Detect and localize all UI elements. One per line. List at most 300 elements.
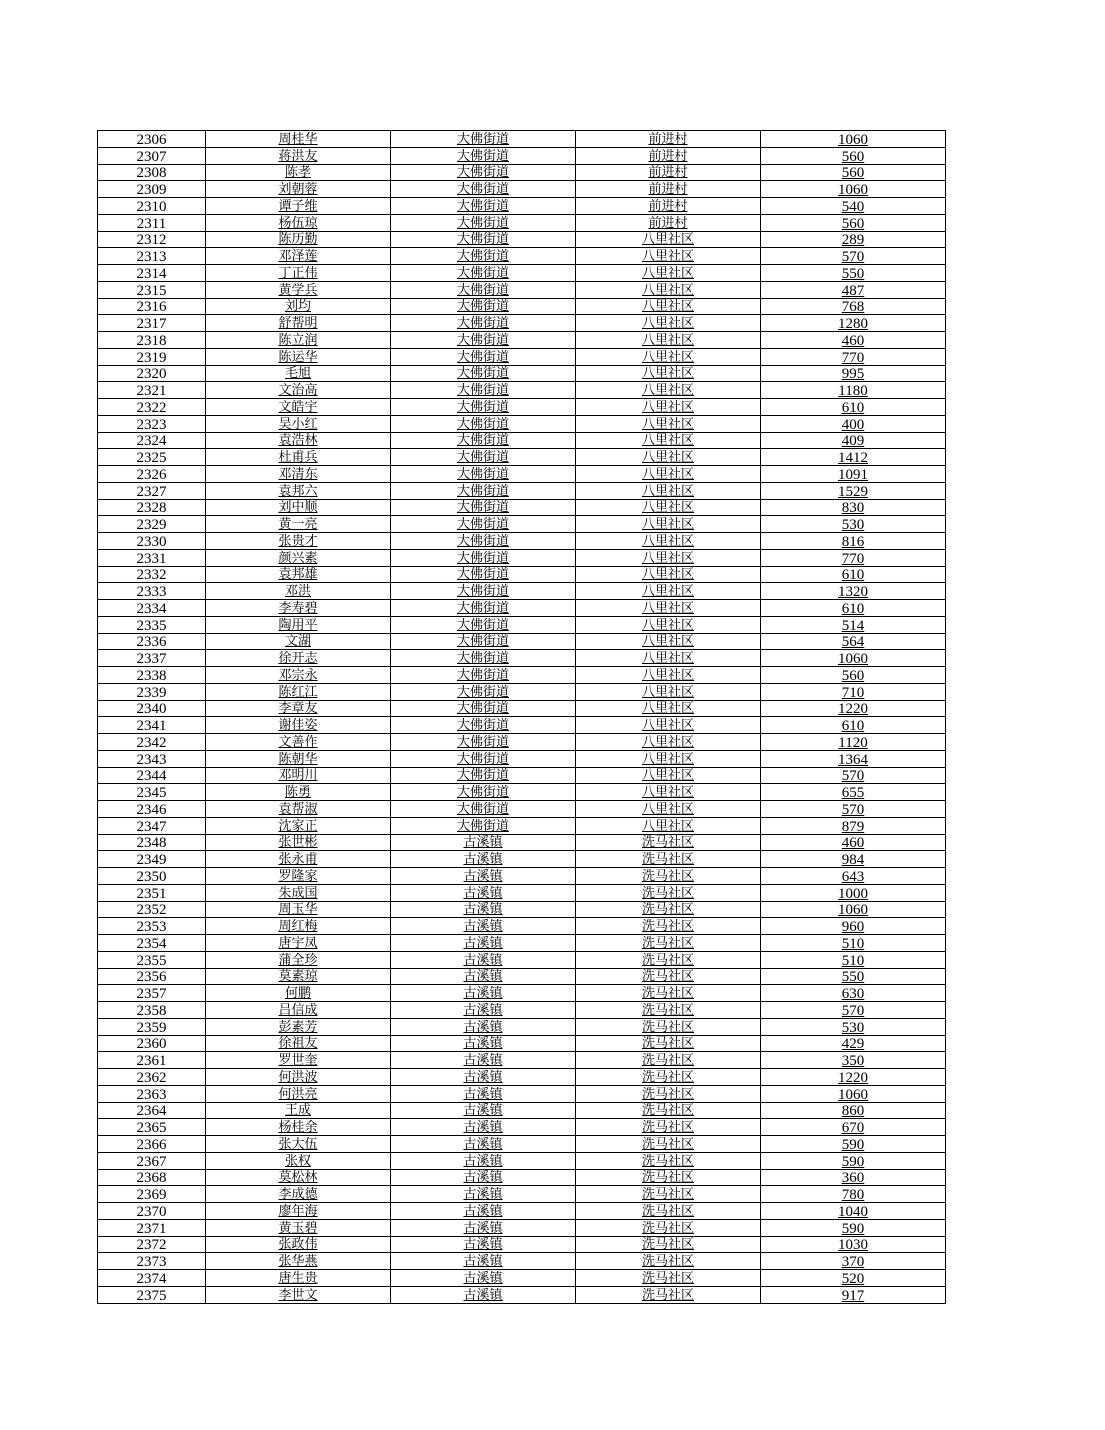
community-cell: 八里社区 [576, 750, 761, 767]
community-cell: 洗马社区 [576, 1253, 761, 1270]
street-town-cell: 大佛街道 [391, 131, 576, 148]
community-cell: 洗马社区 [576, 1069, 761, 1086]
community-cell: 八里社区 [576, 784, 761, 801]
amount-cell: 370 [761, 1253, 946, 1270]
street-town-cell: 古溪镇 [391, 935, 576, 952]
community-cell: 洗马社区 [576, 884, 761, 901]
serial-number-cell: 2367 [98, 1152, 206, 1169]
table-row [98, 633, 946, 650]
serial-number-cell: 2341 [98, 717, 206, 734]
community-cell: 洗马社区 [576, 851, 761, 868]
amount-cell: 570 [761, 801, 946, 818]
serial-number-cell: 2308 [98, 164, 206, 181]
street-town-cell: 大佛街道 [391, 482, 576, 499]
amount-cell: 1364 [761, 750, 946, 767]
street-town-cell: 古溪镇 [391, 1085, 576, 1102]
street-town-cell: 古溪镇 [391, 868, 576, 885]
serial-number-cell: 2358 [98, 1002, 206, 1019]
amount-cell: 590 [761, 1136, 946, 1153]
serial-number-cell: 2319 [98, 348, 206, 365]
street-town-cell: 大佛街道 [391, 700, 576, 717]
community-cell: 八里社区 [576, 650, 761, 667]
table-row [98, 968, 946, 985]
table-row [98, 181, 946, 198]
street-town-cell: 大佛街道 [391, 734, 576, 751]
table-row [98, 717, 946, 734]
amount-cell: 570 [761, 248, 946, 265]
amount-cell: 570 [761, 1002, 946, 1019]
street-town-cell: 大佛街道 [391, 332, 576, 349]
serial-number-cell: 2327 [98, 482, 206, 499]
serial-number-cell: 2328 [98, 499, 206, 516]
street-town-cell: 大佛街道 [391, 164, 576, 181]
table-row [98, 817, 946, 834]
street-town-cell: 古溪镇 [391, 1035, 576, 1052]
person-name-cell: 丁正伟 [206, 265, 391, 282]
table-row [98, 365, 946, 382]
street-town-cell: 大佛街道 [391, 600, 576, 617]
street-town-cell: 大佛街道 [391, 750, 576, 767]
person-name-cell: 刘均 [206, 298, 391, 315]
street-town-cell: 古溪镇 [391, 1002, 576, 1019]
street-town-cell: 古溪镇 [391, 1119, 576, 1136]
table-row [98, 1018, 946, 1035]
table-row [98, 1119, 946, 1136]
amount-cell: 360 [761, 1169, 946, 1186]
table-row [98, 1002, 946, 1019]
person-name-cell: 颜兴素 [206, 549, 391, 566]
person-name-cell: 李世文 [206, 1286, 391, 1303]
serial-number-cell: 2317 [98, 315, 206, 332]
person-name-cell: 李寿碧 [206, 600, 391, 617]
community-cell: 前进村 [576, 181, 761, 198]
person-name-cell: 莫松林 [206, 1169, 391, 1186]
table-row [98, 834, 946, 851]
street-town-cell: 大佛街道 [391, 516, 576, 533]
serial-number-cell: 2323 [98, 415, 206, 432]
street-town-cell: 大佛街道 [391, 348, 576, 365]
community-cell: 八里社区 [576, 683, 761, 700]
table-row [98, 1219, 946, 1236]
amount-cell: 520 [761, 1270, 946, 1287]
serial-number-cell: 2306 [98, 131, 206, 148]
amount-cell: 655 [761, 784, 946, 801]
street-town-cell: 古溪镇 [391, 884, 576, 901]
table-row [98, 767, 946, 784]
serial-number-cell: 2353 [98, 918, 206, 935]
serial-number-cell: 2337 [98, 650, 206, 667]
amount-cell: 540 [761, 198, 946, 215]
amount-cell: 630 [761, 985, 946, 1002]
amount-cell: 768 [761, 298, 946, 315]
serial-number-cell: 2329 [98, 516, 206, 533]
person-name-cell: 张华燕 [206, 1253, 391, 1270]
table-row [98, 616, 946, 633]
amount-cell: 400 [761, 415, 946, 432]
street-town-cell: 大佛街道 [391, 198, 576, 215]
serial-number-cell: 2343 [98, 750, 206, 767]
serial-number-cell: 2313 [98, 248, 206, 265]
amount-cell: 1280 [761, 315, 946, 332]
community-cell: 洗马社区 [576, 1286, 761, 1303]
street-town-cell: 大佛街道 [391, 147, 576, 164]
table-row [98, 248, 946, 265]
amount-cell: 860 [761, 1102, 946, 1119]
street-town-cell: 古溪镇 [391, 1052, 576, 1069]
person-name-cell: 邓洪 [206, 583, 391, 600]
street-town-cell: 古溪镇 [391, 851, 576, 868]
street-town-cell: 古溪镇 [391, 1219, 576, 1236]
table-row [98, 198, 946, 215]
person-name-cell: 谢佳姿 [206, 717, 391, 734]
amount-cell: 816 [761, 533, 946, 550]
table-row [98, 1102, 946, 1119]
person-name-cell: 蒋洪友 [206, 147, 391, 164]
serial-number-cell: 2354 [98, 935, 206, 952]
serial-number-cell: 2331 [98, 549, 206, 566]
community-cell: 八里社区 [576, 817, 761, 834]
amount-cell: 610 [761, 399, 946, 416]
street-town-cell: 大佛街道 [391, 415, 576, 432]
community-cell: 洗马社区 [576, 1052, 761, 1069]
person-name-cell: 杜甫兵 [206, 449, 391, 466]
community-cell: 八里社区 [576, 315, 761, 332]
serial-number-cell: 2316 [98, 298, 206, 315]
amount-cell: 770 [761, 549, 946, 566]
person-name-cell: 邓明川 [206, 767, 391, 784]
person-name-cell: 张贵才 [206, 533, 391, 550]
person-name-cell: 陈运华 [206, 348, 391, 365]
street-town-cell: 大佛街道 [391, 549, 576, 566]
table-row [98, 951, 946, 968]
serial-number-cell: 2320 [98, 365, 206, 382]
table-row [98, 1069, 946, 1086]
table-row [98, 499, 946, 516]
street-town-cell: 古溪镇 [391, 1186, 576, 1203]
person-name-cell: 袁邦六 [206, 482, 391, 499]
table-row [98, 884, 946, 901]
amount-cell: 984 [761, 851, 946, 868]
person-name-cell: 李成德 [206, 1186, 391, 1203]
table-row [98, 533, 946, 550]
table-row [98, 164, 946, 181]
amount-cell: 550 [761, 968, 946, 985]
street-town-cell: 大佛街道 [391, 616, 576, 633]
community-cell: 洗马社区 [576, 1035, 761, 1052]
amount-cell: 409 [761, 432, 946, 449]
person-name-cell: 周红梅 [206, 918, 391, 935]
community-cell: 前进村 [576, 214, 761, 231]
person-name-cell: 毛旭 [206, 365, 391, 382]
table-row [98, 231, 946, 248]
street-town-cell: 古溪镇 [391, 951, 576, 968]
person-name-cell: 黄一亮 [206, 516, 391, 533]
serial-number-cell: 2372 [98, 1236, 206, 1253]
community-cell: 八里社区 [576, 583, 761, 600]
table-row [98, 1136, 946, 1153]
amount-cell: 289 [761, 231, 946, 248]
amount-cell: 670 [761, 1119, 946, 1136]
community-cell: 洗马社区 [576, 1085, 761, 1102]
table-row [98, 683, 946, 700]
community-cell: 八里社区 [576, 499, 761, 516]
street-town-cell: 大佛街道 [391, 767, 576, 784]
amount-cell: 510 [761, 935, 946, 952]
person-name-cell: 徐祖友 [206, 1035, 391, 1052]
serial-number-cell: 2342 [98, 734, 206, 751]
community-cell: 八里社区 [576, 717, 761, 734]
table-row [98, 868, 946, 885]
street-town-cell: 大佛街道 [391, 248, 576, 265]
street-town-cell: 大佛街道 [391, 449, 576, 466]
community-cell: 八里社区 [576, 767, 761, 784]
table-row [98, 1253, 946, 1270]
serial-number-cell: 2347 [98, 817, 206, 834]
amount-cell: 570 [761, 767, 946, 784]
community-cell: 洗马社区 [576, 1002, 761, 1019]
amount-cell: 560 [761, 164, 946, 181]
community-cell: 八里社区 [576, 449, 761, 466]
street-town-cell: 大佛街道 [391, 566, 576, 583]
street-town-cell: 大佛街道 [391, 281, 576, 298]
street-town-cell: 大佛街道 [391, 667, 576, 684]
person-name-cell: 邓清东 [206, 466, 391, 483]
person-name-cell: 袁邦雄 [206, 566, 391, 583]
table-row [98, 1035, 946, 1052]
amount-cell: 1060 [761, 131, 946, 148]
street-town-cell: 大佛街道 [391, 231, 576, 248]
serial-number-cell: 2359 [98, 1018, 206, 1035]
serial-number-cell: 2373 [98, 1253, 206, 1270]
community-cell: 八里社区 [576, 633, 761, 650]
street-town-cell: 古溪镇 [391, 918, 576, 935]
amount-cell: 879 [761, 817, 946, 834]
roster-table [97, 130, 946, 1304]
table-row [98, 315, 946, 332]
table-row [98, 1286, 946, 1303]
amount-cell: 1030 [761, 1236, 946, 1253]
serial-number-cell: 2312 [98, 231, 206, 248]
person-name-cell: 蒲全珍 [206, 951, 391, 968]
street-town-cell: 大佛街道 [391, 583, 576, 600]
serial-number-cell: 2322 [98, 399, 206, 416]
amount-cell: 710 [761, 683, 946, 700]
community-cell: 八里社区 [576, 415, 761, 432]
street-town-cell: 古溪镇 [391, 1152, 576, 1169]
amount-cell: 350 [761, 1052, 946, 1069]
amount-cell: 1120 [761, 734, 946, 751]
person-name-cell: 罗隆家 [206, 868, 391, 885]
serial-number-cell: 2375 [98, 1286, 206, 1303]
person-name-cell: 廖年海 [206, 1203, 391, 1220]
table-row [98, 432, 946, 449]
person-name-cell: 周桂华 [206, 131, 391, 148]
serial-number-cell: 2332 [98, 566, 206, 583]
table-row [98, 667, 946, 684]
community-cell: 前进村 [576, 131, 761, 148]
amount-cell: 1220 [761, 1069, 946, 1086]
person-name-cell: 黄玉碧 [206, 1219, 391, 1236]
person-name-cell: 周玉华 [206, 901, 391, 918]
street-town-cell: 大佛街道 [391, 399, 576, 416]
street-town-cell: 古溪镇 [391, 985, 576, 1002]
table-row [98, 265, 946, 282]
serial-number-cell: 2311 [98, 214, 206, 231]
amount-cell: 590 [761, 1219, 946, 1236]
amount-cell: 560 [761, 667, 946, 684]
street-town-cell: 古溪镇 [391, 1069, 576, 1086]
table-row [98, 784, 946, 801]
serial-number-cell: 2365 [98, 1119, 206, 1136]
serial-number-cell: 2360 [98, 1035, 206, 1052]
amount-cell: 610 [761, 717, 946, 734]
person-name-cell: 陶用平 [206, 616, 391, 633]
community-cell: 八里社区 [576, 466, 761, 483]
serial-number-cell: 2321 [98, 382, 206, 399]
serial-number-cell: 2307 [98, 147, 206, 164]
serial-number-cell: 2370 [98, 1203, 206, 1220]
amount-cell: 1412 [761, 449, 946, 466]
street-town-cell: 大佛街道 [391, 784, 576, 801]
serial-number-cell: 2333 [98, 583, 206, 600]
street-town-cell: 大佛街道 [391, 817, 576, 834]
community-cell: 八里社区 [576, 432, 761, 449]
serial-number-cell: 2363 [98, 1085, 206, 1102]
table-row [98, 399, 946, 416]
street-town-cell: 大佛街道 [391, 365, 576, 382]
serial-number-cell: 2326 [98, 466, 206, 483]
amount-cell: 1220 [761, 700, 946, 717]
table-row [98, 1236, 946, 1253]
amount-cell: 1180 [761, 382, 946, 399]
street-town-cell: 大佛街道 [391, 315, 576, 332]
amount-cell: 510 [761, 951, 946, 968]
table-row [98, 482, 946, 499]
person-name-cell: 王成 [206, 1102, 391, 1119]
person-name-cell: 文皓宇 [206, 399, 391, 416]
serial-number-cell: 2324 [98, 432, 206, 449]
street-town-cell: 大佛街道 [391, 633, 576, 650]
serial-number-cell: 2352 [98, 901, 206, 918]
street-town-cell: 大佛街道 [391, 181, 576, 198]
amount-cell: 514 [761, 616, 946, 633]
person-name-cell: 袁帮淑 [206, 801, 391, 818]
person-name-cell: 陈孝 [206, 164, 391, 181]
amount-cell: 460 [761, 834, 946, 851]
community-cell: 八里社区 [576, 516, 761, 533]
serial-number-cell: 2349 [98, 851, 206, 868]
community-cell: 前进村 [576, 198, 761, 215]
table-row [98, 600, 946, 617]
person-name-cell: 袁浩林 [206, 432, 391, 449]
community-cell: 八里社区 [576, 734, 761, 751]
serial-number-cell: 2315 [98, 281, 206, 298]
table-row [98, 700, 946, 717]
community-cell: 洗马社区 [576, 1119, 761, 1136]
amount-cell: 550 [761, 265, 946, 282]
street-town-cell: 古溪镇 [391, 1253, 576, 1270]
table-row [98, 566, 946, 583]
community-cell: 八里社区 [576, 265, 761, 282]
community-cell: 洗马社区 [576, 951, 761, 968]
amount-cell: 995 [761, 365, 946, 382]
person-name-cell: 张世彬 [206, 834, 391, 851]
amount-cell: 643 [761, 868, 946, 885]
table-row [98, 147, 946, 164]
serial-number-cell: 2318 [98, 332, 206, 349]
serial-number-cell: 2339 [98, 683, 206, 700]
serial-number-cell: 2309 [98, 181, 206, 198]
table-row [98, 1152, 946, 1169]
street-town-cell: 大佛街道 [391, 265, 576, 282]
community-cell: 洗马社区 [576, 935, 761, 952]
amount-cell: 1091 [761, 466, 946, 483]
person-name-cell: 刘中顺 [206, 499, 391, 516]
serial-number-cell: 2369 [98, 1186, 206, 1203]
table-row [98, 650, 946, 667]
community-cell: 洗马社区 [576, 901, 761, 918]
community-cell: 八里社区 [576, 231, 761, 248]
table-row [98, 985, 946, 1002]
community-cell: 八里社区 [576, 566, 761, 583]
amount-cell: 960 [761, 918, 946, 935]
community-cell: 八里社区 [576, 399, 761, 416]
person-name-cell: 陈历勤 [206, 231, 391, 248]
amount-cell: 1529 [761, 482, 946, 499]
amount-cell: 560 [761, 147, 946, 164]
street-town-cell: 古溪镇 [391, 1169, 576, 1186]
community-cell: 洗马社区 [576, 918, 761, 935]
street-town-cell: 古溪镇 [391, 1236, 576, 1253]
serial-number-cell: 2366 [98, 1136, 206, 1153]
community-cell: 八里社区 [576, 700, 761, 717]
community-cell: 八里社区 [576, 332, 761, 349]
table-row [98, 1052, 946, 1069]
serial-number-cell: 2345 [98, 784, 206, 801]
person-name-cell: 刘朝蓉 [206, 181, 391, 198]
person-name-cell: 陈勇 [206, 784, 391, 801]
street-town-cell: 古溪镇 [391, 968, 576, 985]
serial-number-cell: 2371 [98, 1219, 206, 1236]
person-name-cell: 陈红江 [206, 683, 391, 700]
table-row [98, 801, 946, 818]
community-cell: 洗马社区 [576, 1186, 761, 1203]
serial-number-cell: 2348 [98, 834, 206, 851]
amount-cell: 1000 [761, 884, 946, 901]
community-cell: 洗马社区 [576, 1219, 761, 1236]
person-name-cell: 吴小红 [206, 415, 391, 432]
amount-cell: 564 [761, 633, 946, 650]
table-row [98, 734, 946, 751]
person-name-cell: 邓宗永 [206, 667, 391, 684]
person-name-cell: 文湖 [206, 633, 391, 650]
person-name-cell: 陈朝华 [206, 750, 391, 767]
street-town-cell: 古溪镇 [391, 1102, 576, 1119]
serial-number-cell: 2325 [98, 449, 206, 466]
table-row [98, 382, 946, 399]
amount-cell: 1060 [761, 901, 946, 918]
person-name-cell: 何鹏 [206, 985, 391, 1002]
community-cell: 八里社区 [576, 348, 761, 365]
community-cell: 洗马社区 [576, 834, 761, 851]
amount-cell: 530 [761, 516, 946, 533]
community-cell: 八里社区 [576, 549, 761, 566]
person-name-cell: 张权 [206, 1152, 391, 1169]
person-name-cell: 文善作 [206, 734, 391, 751]
serial-number-cell: 2314 [98, 265, 206, 282]
amount-cell: 917 [761, 1286, 946, 1303]
community-cell: 洗马社区 [576, 985, 761, 1002]
